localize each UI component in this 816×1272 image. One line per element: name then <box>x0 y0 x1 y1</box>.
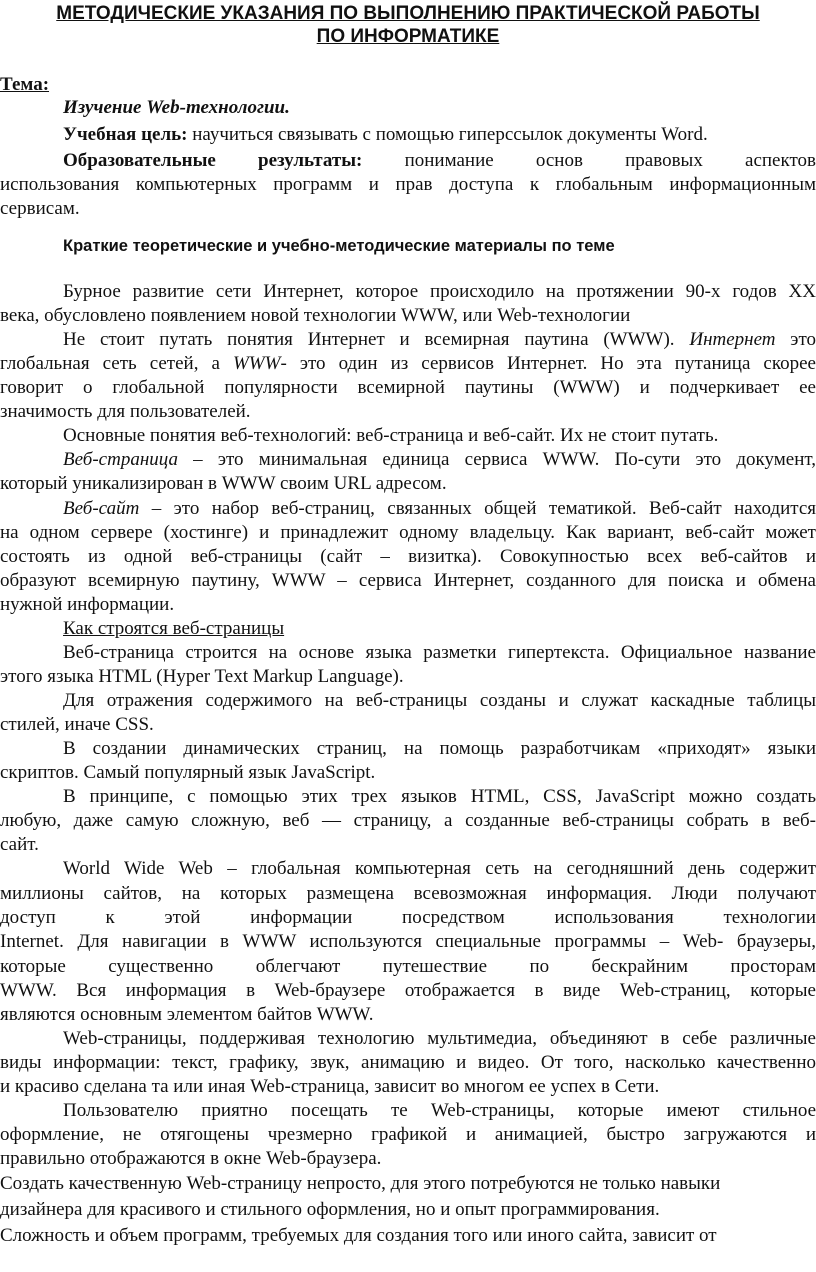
paragraph-12-line-2: оформление, не отягощены чрезмерно графикой и анимацией, быстро загружаются и <box>0 1124 816 1145</box>
paragraph-11-line-2: виды информации: текст, графику, звук, анимацию и видео. От того, насколько качественно <box>0 1052 816 1073</box>
term-internet: Интернет <box>689 329 776 350</box>
section-heading: Краткие теоретические и учебно-методические материалы по теме <box>63 237 615 255</box>
paragraph-12-line-1: Пользователю приятно посещать те Web-страницы, которые имеют стильное <box>63 1100 816 1121</box>
results-line-3: сервисам. <box>0 198 80 219</box>
paragraph-10-line-1: World Wide Web – глобальная компьютерная сеть на сегодняшний день содержит <box>63 858 816 879</box>
paragraph-5-line-5: нужной информации. <box>0 594 175 615</box>
term-web-page: Веб-страница <box>63 449 178 470</box>
goal-line <box>63 123 816 147</box>
sub-heading: Как строятся веб-страницы <box>63 618 285 639</box>
paragraph-5-line-4: образуют всемирную паутину, WWW – сервиса Интернет, созданного для поиска и обмена <box>0 570 816 591</box>
paragraph-9-line-3: сайт. <box>0 834 39 855</box>
topic-title: Изучение Web-технологии. <box>63 97 290 118</box>
paragraph-5-line-2: на одном сервере (хостинге) и принадлежит одному владельцу. Как вариант, веб-сайт может <box>0 522 816 543</box>
paragraph-4-line-1 <box>63 448 816 472</box>
paragraph-2-line-2-c: - это один из сервисов Интернет. Но эта путаница скорее <box>280 353 816 374</box>
paragraph-11-line-1: Web-страницы, поддерживая технологию мультимедиа, объединяют в себе различные <box>63 1028 816 1049</box>
paragraph-2-line-3: говорит о глобальной популярности всемирной паутины (WWW) и подчеркивает ее <box>0 377 816 398</box>
paragraph-2-text-c: это <box>775 329 816 350</box>
paragraph-10-line-5: которые существенно облегчают путешествие по бескрайним просторам <box>0 956 816 977</box>
paragraph-1-line-2: века, обусловлено появлением новой технологии WWW, или Web-технологии <box>0 305 631 326</box>
paragraph-13-line-2: дизайнера для красивого и стильного оформления, но и опыт программирования. <box>0 1199 660 1220</box>
paragraph-6-line-1: Веб-страница строится на основе языка разметки гипертекста. Официальное название <box>63 642 816 663</box>
paragraph-9-line-2: любую, даже самую сложную, веб — страницу, а созданные веб-страницы собрать в веб- <box>0 810 816 831</box>
paragraph-10-line-3: доступ к этой информации посредством использования технологии <box>0 907 816 928</box>
goal-label: Учебная цель: <box>63 124 188 145</box>
paragraph-7-line-2: стилей, иначе CSS. <box>0 714 154 735</box>
paragraph-2-line-1 <box>63 328 816 352</box>
paragraph-11-line-3: и красиво сделана та или иная Web-страница, зависит во многом ее успех в Сети. <box>0 1076 660 1097</box>
paragraph-5-line-1 <box>63 497 816 521</box>
paragraph-1-line-1: Бурное развитие сети Интернет, которое происходило на протяжении 90-х годов XX <box>63 281 816 302</box>
paragraph-4-text: – это минимальная единица сервиса WWW. По-сути это документ, <box>177 449 816 470</box>
paragraph-5-text: – это набор веб-страниц, связанных общей тематикой. Веб-сайт находится <box>139 498 816 519</box>
term-www: WWW <box>232 353 281 374</box>
paragraph-2-line-2 <box>0 352 816 376</box>
results-line-2: использования компьютерных программ и прав доступа к глобальным информационным <box>0 174 816 195</box>
document-title-line-1: МЕТОДИЧЕСКИЕ УКАЗАНИЯ ПО ВЫПОЛНЕНИЮ ПРАКТИЧЕСКОЙ РАБОТЫ <box>56 3 760 24</box>
document-title-line-2: ПО ИНФОРМАТИКЕ <box>316 26 500 47</box>
paragraph-8-line-2: скриптов. Самый популярный язык JavaScript. <box>0 762 376 783</box>
paragraph-10-line-2: миллионы сайтов, на которых размещена всевозможная информация. Люди получают <box>0 883 816 904</box>
paragraph-9-line-1: В принципе, с помощью этих трех языков HTML, CSS, JavaScript можно создать <box>63 786 816 807</box>
paragraph-13-line-1: Создать качественную Web-страницу непросто, для этого потребуются не только навыки <box>0 1173 721 1194</box>
paragraph-5-line-3: состоять из одной веб-страницы (сайт – визитка). Совокупностью всех веб-сайтов и <box>0 546 816 567</box>
paragraph-8-line-1: В создании динамических страниц, на помощь разработчикам «приходят» языки <box>63 738 816 759</box>
results-label: Образовательные результаты: <box>63 150 363 171</box>
results-line-1 <box>63 149 816 173</box>
paragraph-2-line-4: значимость для пользователей. <box>0 401 251 422</box>
paragraph-10-line-6: WWW. Вся информация в Web-браузере отображается в виде Web-страниц, которые <box>0 980 816 1001</box>
paragraph-10-line-4: Internet. Для навигации в WWW используются специальные программы – Web- браузеры, <box>0 931 816 952</box>
paragraph-10-line-7: являются основным элементом байтов WWW. <box>0 1004 374 1025</box>
paragraph-6-line-2: этого языка HTML (Hyper Text Markup Language). <box>0 666 404 687</box>
paragraph-7-line-1: Для отражения содержимого на веб-страницы созданы и служат каскадные таблицы <box>63 690 816 711</box>
paragraph-4-line-2: который уникализирован в WWW своим URL адресом. <box>0 473 447 494</box>
goal-text: научиться связывать с помощью гиперссылок документы Word. <box>187 124 708 145</box>
term-web-site: Веб-сайт <box>63 498 140 519</box>
results-text-1: понимание основ правовых аспектов <box>362 150 816 171</box>
topic-label: Тема: <box>0 74 50 95</box>
paragraph-2-line-2-a: глобальная сеть сетей, а <box>0 353 233 374</box>
paragraph-14-line-1: Сложность и объем программ, требуемых для создания того или иного сайта, зависит от <box>0 1225 717 1246</box>
paragraph-12-line-3: правильно отображаются в окне Web-браузера. <box>0 1148 382 1169</box>
paragraph-2-text-a: Не стоит путать понятия Интернет и всемирная паутина (WWW). <box>63 329 690 350</box>
paragraph-3-line-1: Основные понятия веб-технологий: веб-страница и веб-сайт. Их не стоит путать. <box>63 425 719 446</box>
